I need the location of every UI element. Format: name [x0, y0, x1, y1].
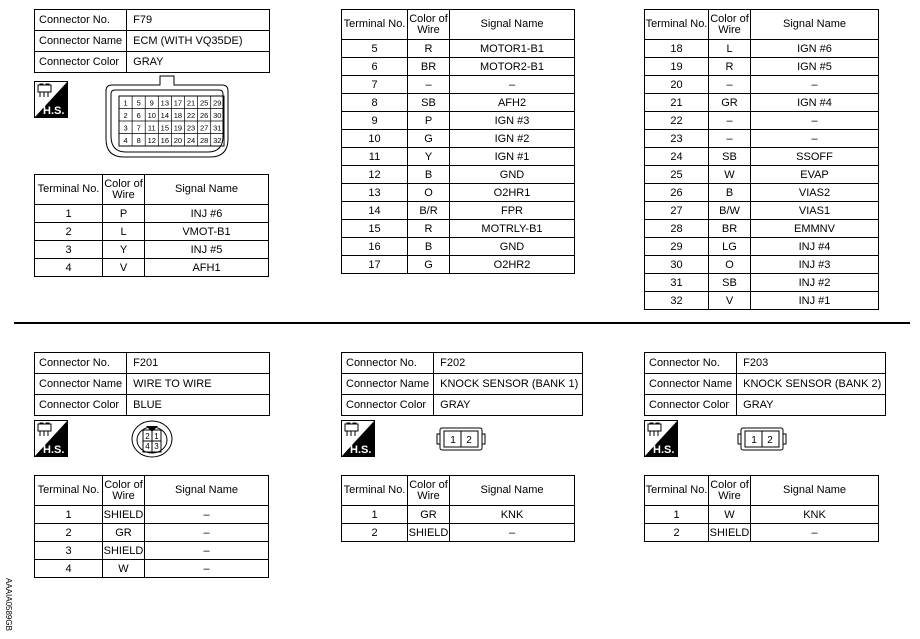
f201-pin-label: 1: [154, 432, 159, 441]
signal-name-cell: AFH1: [145, 259, 269, 277]
signal-name-cell: KNK: [751, 506, 879, 524]
table-row: [342, 166, 575, 184]
table-row: [342, 76, 575, 94]
signal-name-cell: –: [751, 524, 879, 542]
wire-color-cell: B: [408, 166, 450, 184]
f79-pin-label: 19: [173, 123, 183, 133]
terminal-no-cell: 11: [342, 148, 408, 166]
connector-name-value: KNOCK SENSOR (BANK 2): [737, 374, 886, 395]
terminal-no-cell: 20: [645, 76, 709, 94]
terminal-no-cell: 24: [645, 148, 709, 166]
table-row: [645, 94, 879, 112]
wire-color-cell: W: [709, 506, 751, 524]
wire-color-cell: L: [709, 40, 751, 58]
connector-no-label: Connector No.: [342, 353, 434, 374]
terminal-no-cell: 17: [342, 256, 408, 274]
terminal-no-cell: 31: [645, 274, 709, 292]
signal-name-cell: INJ #5: [145, 241, 269, 259]
wire-color-cell: –: [709, 76, 751, 94]
signal-name-cell: IGN #6: [751, 40, 879, 58]
col-terminal-no: Terminal No.: [35, 476, 103, 506]
col-terminal-no: Terminal No.: [35, 175, 103, 205]
f79-pin-label: 27: [199, 123, 209, 133]
signal-name-cell: GND: [450, 238, 575, 256]
f79-pin-label: 10: [147, 110, 156, 120]
f203-info-table: [644, 352, 886, 416]
table-row: [645, 238, 879, 256]
signal-name-cell: –: [751, 130, 879, 148]
f79-pin-label: 20: [173, 135, 183, 145]
connector-name-label: Connector Name: [645, 374, 737, 395]
wire-color-cell: LG: [709, 238, 751, 256]
f201-terminal-table: [34, 475, 269, 578]
connector-color-value: GRAY: [737, 395, 886, 416]
col-signal-name: Signal Name: [450, 10, 575, 40]
signal-name-cell: VIAS1: [751, 202, 879, 220]
connector-no-label: Connector No.: [645, 353, 737, 374]
f79-pin-label: 6: [136, 110, 141, 120]
signal-name-cell: –: [450, 524, 575, 542]
wire-color-cell: W: [709, 166, 751, 184]
signal-name-cell: –: [145, 524, 269, 542]
connector-no-label: Connector No.: [35, 353, 127, 374]
signal-name-cell: IGN #4: [751, 94, 879, 112]
terminal-no-cell: 1: [35, 205, 103, 223]
hs-harness-side-icon: [34, 420, 68, 457]
f79-pin-label: 15: [160, 123, 170, 133]
table-row: [645, 76, 879, 94]
terminal-no-cell: 8: [342, 94, 408, 112]
terminal-no-cell: 22: [645, 112, 709, 130]
signal-name-cell: O2HR2: [450, 256, 575, 274]
f79-pin-label: 3: [123, 123, 128, 133]
table-row: [342, 256, 575, 274]
svg-text:H.S.: H.S.: [350, 444, 372, 456]
terminal-no-cell: 30: [645, 256, 709, 274]
table-row: [35, 524, 269, 542]
signal-name-cell: IGN #1: [450, 148, 575, 166]
wire-color-cell: GR: [103, 524, 145, 542]
terminal-no-cell: 19: [645, 58, 709, 76]
table-row: [645, 220, 879, 238]
terminal-no-cell: 2: [35, 524, 103, 542]
f202-pin-label: 1: [450, 435, 456, 446]
table-row: [342, 506, 575, 524]
table-row: [342, 112, 575, 130]
signal-name-cell: VIAS2: [751, 184, 879, 202]
terminal-no-cell: 28: [645, 220, 709, 238]
wire-color-cell: GR: [408, 506, 450, 524]
terminal-no-cell: 2: [35, 223, 103, 241]
f79-pin-label: 8: [136, 135, 141, 145]
f79-pin-label: 26: [199, 110, 209, 120]
table-row: [645, 184, 879, 202]
terminal-no-cell: 1: [35, 506, 103, 524]
col-terminal-no: Terminal No.: [645, 10, 709, 40]
col-color-of-wire: Color of Wire: [408, 10, 450, 40]
signal-name-cell: INJ #4: [751, 238, 879, 256]
table-row: [35, 542, 269, 560]
wire-color-cell: P: [408, 112, 450, 130]
table-row: [342, 220, 575, 238]
f79-pin-label: 12: [147, 135, 156, 145]
connector-name-label: Connector Name: [35, 31, 127, 52]
signal-name-cell: MOTRLY-B1: [450, 220, 575, 238]
svg-text:H.S.: H.S.: [43, 444, 65, 456]
table-row: [645, 112, 879, 130]
terminal-no-cell: 2: [342, 524, 408, 542]
table-row: [645, 40, 879, 58]
signal-name-cell: KNK: [450, 506, 575, 524]
table-row: [645, 166, 879, 184]
table-row: [645, 292, 879, 310]
terminal-no-cell: 1: [645, 506, 709, 524]
f79-pin-label: 4: [123, 135, 128, 145]
signal-name-cell: IGN #5: [751, 58, 879, 76]
hs-harness-side-icon: [34, 81, 68, 118]
signal-name-cell: –: [751, 112, 879, 130]
table-row: [342, 184, 575, 202]
signal-name-cell: GND: [450, 166, 575, 184]
terminal-no-cell: 5: [342, 40, 408, 58]
f79-pin-label: 25: [199, 98, 209, 108]
wire-color-cell: B: [709, 184, 751, 202]
terminal-no-cell: 16: [342, 238, 408, 256]
signal-name-cell: –: [145, 506, 269, 524]
f79-pin-label: 28: [199, 135, 209, 145]
wire-color-cell: B/W: [709, 202, 751, 220]
signal-name-cell: –: [145, 542, 269, 560]
col-terminal-no: Terminal No.: [645, 476, 709, 506]
f79-pin-label: 1: [123, 98, 128, 108]
table-row: [342, 524, 575, 542]
col-color-of-wire: Color of Wire: [709, 10, 751, 40]
table-row: [645, 274, 879, 292]
f202-info-table: [341, 352, 583, 416]
terminal-no-cell: 29: [645, 238, 709, 256]
table-row: [35, 560, 269, 578]
table-row: [645, 202, 879, 220]
connector-color-label: Connector Color: [645, 395, 737, 416]
table-row: [342, 130, 575, 148]
table-row: [342, 40, 575, 58]
wire-color-cell: SB: [709, 148, 751, 166]
table-row: [35, 241, 269, 259]
signal-name-cell: VMOT-B1: [145, 223, 269, 241]
wire-color-cell: –: [408, 76, 450, 94]
svg-text:H.S.: H.S.: [653, 444, 675, 456]
connector-no-label: Connector No.: [35, 10, 127, 31]
table-row: [645, 58, 879, 76]
f79-pin-label: 7: [136, 123, 141, 133]
wire-color-cell: BR: [408, 58, 450, 76]
terminal-no-cell: 26: [645, 184, 709, 202]
connector-color-value: GRAY: [434, 395, 583, 416]
terminal-no-cell: 32: [645, 292, 709, 310]
f202-pin-label: 2: [466, 435, 472, 446]
table-row: [342, 58, 575, 76]
f79-pin-grid: [119, 96, 224, 146]
terminal-no-cell: 21: [645, 94, 709, 112]
table-row: [35, 259, 269, 277]
table-row: [35, 223, 269, 241]
col-color-of-wire: Color of Wire: [103, 175, 145, 205]
connector-color-value: GRAY: [127, 52, 270, 73]
terminal-no-cell: 3: [35, 241, 103, 259]
signal-name-cell: INJ #3: [751, 256, 879, 274]
wire-color-cell: B/R: [408, 202, 450, 220]
wire-color-cell: SB: [408, 94, 450, 112]
f79-pin-label: 29: [213, 98, 222, 108]
wire-color-cell: Y: [103, 241, 145, 259]
f79-terminal-table-3: [644, 9, 879, 310]
f203-pin-label: 1: [751, 435, 757, 446]
f79-terminal-table-1: [34, 174, 269, 277]
signal-name-cell: EVAP: [751, 166, 879, 184]
table-row: [342, 202, 575, 220]
table-row: [645, 524, 879, 542]
f79-pin-label: 23: [186, 123, 196, 133]
wire-color-cell: R: [709, 58, 751, 76]
wire-color-cell: R: [408, 220, 450, 238]
signal-name-cell: SSOFF: [751, 148, 879, 166]
connector-no-value: F202: [434, 353, 583, 374]
wire-color-cell: W: [103, 560, 145, 578]
f79-terminal-table-2: [341, 9, 575, 274]
col-terminal-no: Terminal No.: [342, 476, 408, 506]
signal-name-cell: AFH2: [450, 94, 575, 112]
f79-pin-label: 2: [123, 110, 128, 120]
svg-text:H.S.: H.S.: [43, 105, 65, 117]
wire-color-cell: P: [103, 205, 145, 223]
hs-harness-side-icon: [341, 420, 375, 457]
connector-name-value: ECM (WITH VQ35DE): [127, 31, 270, 52]
terminal-no-cell: 4: [35, 560, 103, 578]
signal-name-cell: INJ #1: [751, 292, 879, 310]
col-signal-name: Signal Name: [751, 476, 879, 506]
f79-pin-label: 13: [160, 98, 170, 108]
wire-color-cell: R: [408, 40, 450, 58]
connector-color-label: Connector Color: [35, 395, 127, 416]
terminal-no-cell: 23: [645, 130, 709, 148]
f79-pin-label: 32: [213, 135, 222, 145]
f79-pin-label: 30: [213, 110, 222, 120]
terminal-no-cell: 12: [342, 166, 408, 184]
f79-pin-label: 17: [173, 98, 183, 108]
wire-color-cell: G: [408, 130, 450, 148]
table-row: [645, 256, 879, 274]
f79-pin-label: 22: [186, 110, 196, 120]
f201-connector-face: [128, 418, 176, 460]
wire-color-cell: B: [408, 238, 450, 256]
table-row: [645, 130, 879, 148]
wire-color-cell: G: [408, 256, 450, 274]
table-row: [645, 506, 879, 524]
signal-name-cell: INJ #2: [751, 274, 879, 292]
terminal-no-cell: 1: [342, 506, 408, 524]
f203-connector-face: [737, 424, 787, 454]
terminal-no-cell: 10: [342, 130, 408, 148]
table-row: [342, 94, 575, 112]
col-signal-name: Signal Name: [145, 476, 269, 506]
col-signal-name: Signal Name: [751, 10, 879, 40]
hs-harness-side-icon: [644, 420, 678, 457]
terminal-no-cell: 9: [342, 112, 408, 130]
wire-color-cell: SHIELD: [103, 542, 145, 560]
connector-color-value: BLUE: [127, 395, 270, 416]
wire-color-cell: O: [709, 256, 751, 274]
table-row: [645, 148, 879, 166]
wire-color-cell: SHIELD: [709, 524, 751, 542]
f202-terminal-table: [341, 475, 575, 542]
wire-color-cell: –: [709, 112, 751, 130]
terminal-no-cell: 27: [645, 202, 709, 220]
terminal-no-cell: 2: [645, 524, 709, 542]
wire-color-cell: SB: [709, 274, 751, 292]
terminal-no-cell: 4: [35, 259, 103, 277]
f79-pin-label: 16: [160, 135, 170, 145]
f79-pin-label: 24: [186, 135, 196, 145]
wire-color-cell: Y: [408, 148, 450, 166]
f79-pin-label: 18: [173, 110, 183, 120]
col-color-of-wire: Color of Wire: [709, 476, 751, 506]
signal-name-cell: –: [145, 560, 269, 578]
terminal-no-cell: 6: [342, 58, 408, 76]
col-color-of-wire: Color of Wire: [408, 476, 450, 506]
wire-color-cell: SHIELD: [408, 524, 450, 542]
signal-name-cell: –: [450, 76, 575, 94]
figure-code: AAAIA0589GB: [4, 578, 13, 631]
f79-pin-label: 31: [213, 123, 222, 133]
wire-color-cell: V: [103, 259, 145, 277]
signal-name-cell: MOTOR1-B1: [450, 40, 575, 58]
connector-no-value: F79: [127, 10, 270, 31]
col-signal-name: Signal Name: [450, 476, 575, 506]
wire-color-cell: O: [408, 184, 450, 202]
f79-pin-label: 9: [149, 98, 154, 108]
terminal-no-cell: 18: [645, 40, 709, 58]
wire-color-cell: BR: [709, 220, 751, 238]
col-color-of-wire: Color of Wire: [103, 476, 145, 506]
signal-name-cell: IGN #2: [450, 130, 575, 148]
f201-pin-label: 2: [145, 432, 150, 441]
f79-connector-face: [104, 73, 230, 161]
section-divider: [14, 322, 910, 324]
connector-no-value: F203: [737, 353, 886, 374]
terminal-no-cell: 7: [342, 76, 408, 94]
signal-name-cell: IGN #3: [450, 112, 575, 130]
terminal-no-cell: 14: [342, 202, 408, 220]
connector-name-value: WIRE TO WIRE: [127, 374, 270, 395]
signal-name-cell: EMMNV: [751, 220, 879, 238]
terminal-no-cell: 13: [342, 184, 408, 202]
f202-connector-face: [436, 424, 486, 454]
col-terminal-no: Terminal No.: [342, 10, 408, 40]
terminal-no-cell: 15: [342, 220, 408, 238]
f203-terminal-table: [644, 475, 879, 542]
col-signal-name: Signal Name: [145, 175, 269, 205]
wire-color-cell: GR: [709, 94, 751, 112]
connector-name-label: Connector Name: [35, 374, 127, 395]
f201-info-table: [34, 352, 270, 416]
f79-pin-label: 21: [186, 98, 196, 108]
connector-color-label: Connector Color: [342, 395, 434, 416]
table-row: [35, 205, 269, 223]
connector-no-value: F201: [127, 353, 270, 374]
terminal-no-cell: 25: [645, 166, 709, 184]
connector-color-label: Connector Color: [35, 52, 127, 73]
signal-name-cell: O2HR1: [450, 184, 575, 202]
signal-name-cell: INJ #6: [145, 205, 269, 223]
wire-color-cell: SHIELD: [103, 506, 145, 524]
signal-name-cell: –: [751, 76, 879, 94]
table-row: [35, 506, 269, 524]
f79-pin-label: 5: [136, 98, 141, 108]
wire-color-cell: –: [709, 130, 751, 148]
f203-pin-label: 2: [767, 435, 773, 446]
wire-color-cell: V: [709, 292, 751, 310]
signal-name-cell: MOTOR2-B1: [450, 58, 575, 76]
signal-name-cell: FPR: [450, 202, 575, 220]
f79-pin-label: 14: [160, 110, 170, 120]
terminal-no-cell: 3: [35, 542, 103, 560]
table-row: [342, 148, 575, 166]
table-row: [342, 238, 575, 256]
f79-pin-label: 11: [147, 123, 156, 133]
f201-pin-label: 3: [154, 442, 159, 451]
connector-name-label: Connector Name: [342, 374, 434, 395]
f79-info-table: [34, 9, 270, 73]
f201-pin-label: 4: [145, 442, 150, 451]
connector-name-value: KNOCK SENSOR (BANK 1): [434, 374, 583, 395]
wire-color-cell: L: [103, 223, 145, 241]
